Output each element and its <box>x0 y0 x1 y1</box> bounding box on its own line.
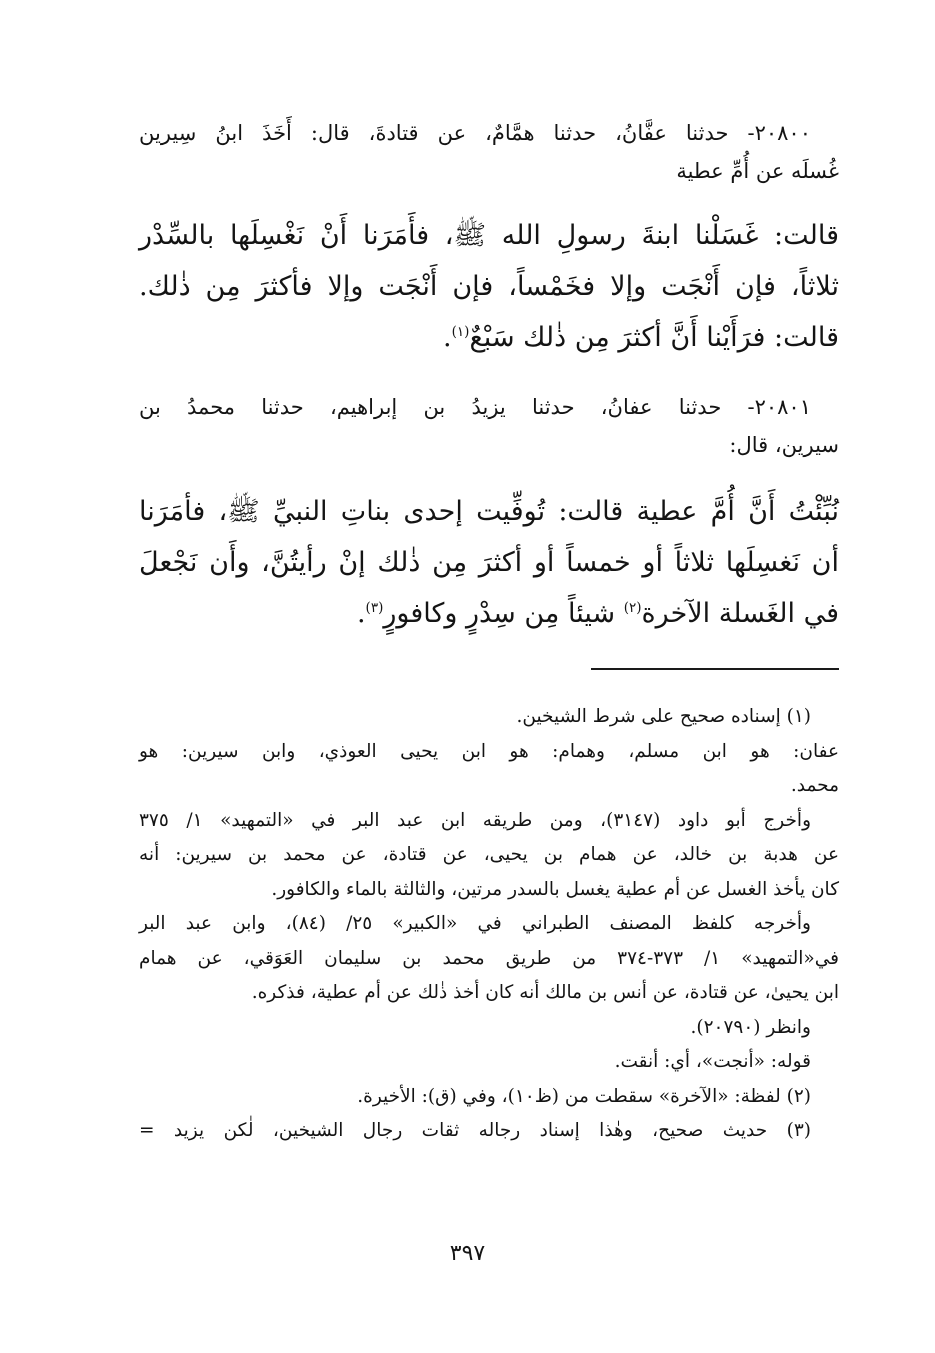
hadith-20800-isnad <box>139 114 839 190</box>
text-line: قالت: غَسَلْنا ابنةَ رسولِ الله ﷺ، فأَمَرَنا أَنْ نَغْسِلَها بالسِّدْر <box>139 220 839 251</box>
matn-text: في الغَسلة الآخرة <box>641 598 839 629</box>
full-stop: . <box>356 598 366 629</box>
footnote-line: (١) إسناده صحيح على شرط الشيخين. <box>516 706 811 727</box>
footnote-line: وأخرج أبو داود (٣١٤٧)، ومن طريقه ابن عبد البر في «التمهيد» ١/ ٣٧٥ <box>139 809 811 831</box>
footnote-ref-1[interactable]: (١) <box>451 324 470 340</box>
text-line <box>139 588 839 639</box>
footnote-line: ابن يحيىٰ، عن قتادة، عن أنس بن مالك أنه كان أخذ ذٰلك عن أم عطية، فذكره. <box>251 982 839 1003</box>
full-stop: . <box>443 322 452 353</box>
text-line: أن نَغسِلَها ثلاثاً أو خمساً أو أكثرَ مِن ذٰلك إنْ رأيتُنَّ، وأَن نَجْعلَ <box>139 547 839 578</box>
footnote-separator <box>591 668 839 670</box>
text-line: ٢٠٨٠٠- حدثنا عفَّانُ، حدثنا همَّامٌ، عن قتادةَ، قال: أَخَذَ ابنُ سِيرين <box>139 121 811 145</box>
footnote-line: قوله: «أنجت»، أي: أنقت. <box>614 1051 811 1072</box>
text-line: ثلاثاً، فإن أَنْجَت وإلا فخَمْساً، فإن أَنْجَت وإلا فأكثرَ مِن ذٰلك. <box>139 271 839 302</box>
footnote-line: وانظر (٢٠٧٩٠). <box>690 1016 811 1038</box>
hadith-20801-matn <box>139 486 839 639</box>
text-line <box>139 312 839 363</box>
footnote-line: كان يأخذ الغسل عن أم عطية يغسل بالسدر مرتين، والثالثة بالماء والكافور. <box>271 878 839 900</box>
matn-text: شيئاً مِن سِدْرٍ وكافورٍ <box>383 598 624 629</box>
footnote-line: (٢) لفظة: «الآخرة» سقطت من (ظ١٠)، وفي (ق): الأخيرة. <box>357 1085 811 1107</box>
footnote-line: (٣) حديث صحيح، وهٰذا إسناد رجاله ثقات رجال الشيخين، لٰكن يزيد = <box>139 1120 811 1141</box>
footnote-line: وأخرجه كلفظ المصنف الطبراني في «الكبير» ٢٥/ (٨٤)، وابن عبد البر <box>139 913 811 934</box>
footnote-ref-2[interactable]: (٢) <box>623 600 642 616</box>
hadith-20801-isnad <box>139 388 839 464</box>
text-line: غُسلَه عن أُمِّ عطية <box>676 159 839 183</box>
footnote-ref-3[interactable]: (٣) <box>365 600 384 616</box>
text-line: سيرين، قال: <box>729 433 839 457</box>
footnote-line: في«التمهيد» ١/ ٣٧٣-٣٧٤ من طريق محمد بن سليمان العَوَقي، عن همام <box>139 947 839 969</box>
footnote-line: محمد. <box>790 775 839 796</box>
footnote-line: عن هدبة بن خالد، عن همام بن يحيى، عن قتادة، عن محمد بن سيرين: أنه <box>139 844 839 865</box>
text-line: نُبِّئْتُ أَنَّ أُمَّ عطية قالت: تُوفِّيت إحدى بناتِ النبيِّ ﷺ، فأمَرَنا <box>139 496 839 527</box>
hadith-20800-matn <box>139 210 839 363</box>
page-number: ٣٩٧ <box>449 1241 486 1266</box>
text-line: ٢٠٨٠١- حدثنا عفانُ، حدثنا يزيدُ بن إبراهيم، حدثنا محمدُ بن <box>139 395 811 419</box>
footnote-line: عفان: هو ابن مسلم، وهمام: هو ابن يحيى العوذي، وابن سيرين: هو <box>139 740 839 762</box>
matn-text: قالت: فرَأَيْنا أَنَّ أكثرَ مِن ذٰلك سَبْعٌ <box>469 322 839 353</box>
footnotes <box>139 700 839 1149</box>
